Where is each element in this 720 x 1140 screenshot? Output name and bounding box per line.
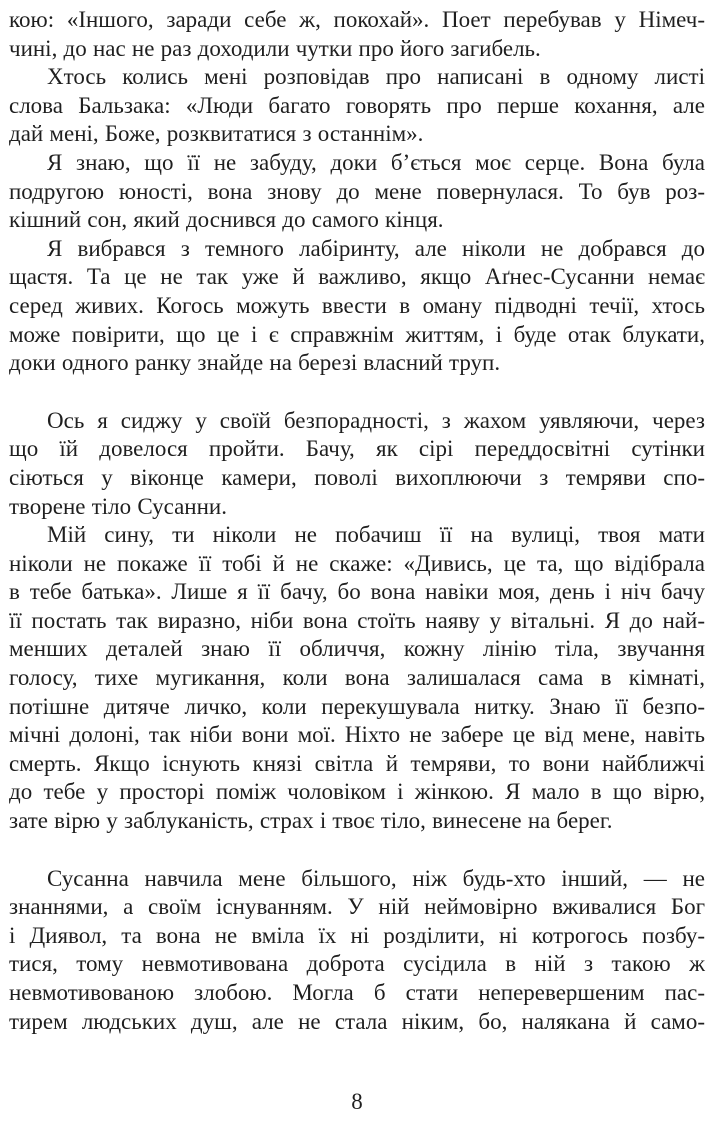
text-line: менших деталей знаю її обличчя, кожну лінію тіла, звучання: [9, 636, 705, 662]
text-line: кішний сон, який доснився до самого кінця.: [9, 207, 444, 233]
text-line: що їй довелося пройти. Бачу, як сірі переддосвітні сутінки: [9, 436, 705, 462]
text-line: подругою юності, вона знову до мене повернулася. То був роз-: [9, 178, 705, 204]
text-line: чині, до нас не раз доходили чутки про його загибель.: [9, 35, 541, 61]
text-line: мічні долоні, так ніби вони мої. Ніхто не забере це від мене, навіть: [9, 722, 705, 748]
text-line: тися, тому невмотивована доброта сусідила в ній з такою ж: [9, 951, 705, 977]
paragraph: [9, 63, 705, 149]
page-number: 8: [351, 1089, 363, 1115]
text-line: серед живих. Когось можуть ввести в оману підводні течії, хтось: [9, 292, 705, 318]
page-text: [9, 6, 705, 1036]
text-line: щастя. Та це не так уже й важливо, якщо Аґнес-Сусанни немає: [9, 264, 705, 290]
text-line: дай мені, Боже, розквитатися з останнім».: [9, 121, 424, 147]
paragraph: [9, 407, 705, 521]
text-line: Ось я сиджу у своїй безпорадності, з жахом уявляючи, через: [47, 407, 705, 433]
text-line: голосу, тихе мугикання, коли вона залишалася сама в кімнаті,: [9, 665, 705, 691]
paragraph: [9, 6, 705, 63]
text-line: Мій сину, ти ніколи не побачиш її на вулиці, твоя мати: [47, 522, 705, 548]
text-line: її постать так виразно, ніби вона стоїть наяву у вітальні. Я до най-: [9, 607, 705, 633]
text-line: ніколи не покаже її тобі й не скаже: «Дивись, це та, що відібрала: [9, 550, 705, 576]
text-line: творене тіло Сусанни.: [9, 493, 227, 519]
text-line: Сусанна навчила мене більшого, ніж будь-хто інший, — не: [47, 865, 705, 891]
text-line: Я вибрався з темного лабіринту, але ніколи не добрався до: [47, 235, 705, 261]
paragraph: [9, 521, 705, 836]
paragraph: [9, 865, 705, 1037]
text-line: тирем людських душ, але не стала ніким, бо, налякана й само-: [9, 1008, 705, 1034]
text-line: Я знаю, що її не забуду, доки б’ється моє серце. Вона була: [47, 149, 705, 175]
text-line: слова Бальзака: «Люди багато говорять про перше кохання, але: [9, 92, 705, 118]
text-line: смерть. Якщо існують князі світла й темряви, то вони найближчі: [9, 750, 705, 776]
text-line: і Диявол, та вона не вміла їх ні розділити, ні котрогось позбу-: [9, 922, 705, 948]
text-line: Хтось колись мені розповідав про написані в одному листі: [47, 64, 705, 90]
text-line: доки одного ранку знайде на березі власний труп.: [9, 350, 501, 376]
text-line: в тебе батька». Лише я її бачу, бо вона навіки моя, день і ніч бачу: [9, 579, 705, 605]
text-line: зате вірю у заблуканість, страх і твоє тіло, винесене на берег.: [9, 808, 613, 834]
text-line: кою: «Іншого, заради себе ж, покохай». Поет перебував у Німеч-: [9, 7, 705, 32]
paragraph: [9, 235, 705, 378]
text-line: потішне дитяче личко, коли перекушувала нитку. Знаю її безпо-: [9, 693, 705, 719]
text-line: до тебе у просторі поміж чоловіком і жінкою. Я мало в що вірю,: [9, 779, 705, 805]
text-line: сіються у віконце камери, поволі вихоплюючи з темряви спо-: [9, 464, 705, 490]
text-line: невмотивованою злобою. Могла б стати неперевершеним пас-: [9, 980, 705, 1005]
text-line: може повірити, що це і є справжнім життям, і буде отак блукати,: [9, 321, 705, 347]
text-line: знаннями, а своїм існуванням. У ній неймовірно вживалися Бог: [9, 894, 705, 920]
paragraph: [9, 149, 705, 235]
